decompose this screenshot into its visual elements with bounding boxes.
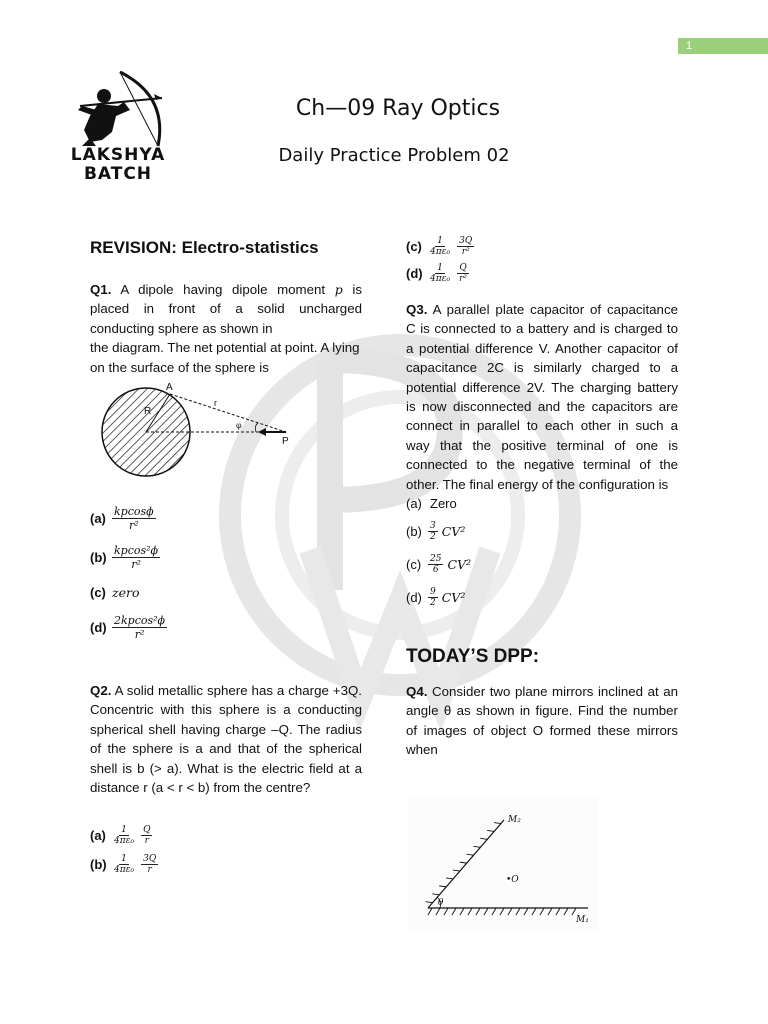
figure-label-phi: φ xyxy=(236,421,242,430)
figure-label-o: •O xyxy=(506,875,519,885)
option-label: (c) xyxy=(90,585,106,601)
option-denominator: r² xyxy=(128,519,139,533)
q1-sphere-diagram xyxy=(96,380,318,484)
left-column xyxy=(90,236,362,875)
q2-text xyxy=(90,681,362,797)
figure-label-p: P xyxy=(282,436,289,447)
q3-option-a[interactable] xyxy=(406,496,678,511)
q3-body: A parallel plate capacitor of capacitance C is connected to a battery and is charged to a potential difference V. Another capacitor of capacitance 2C is similarly charged to a potential difference 2V. The charging battery is now disconnected and the capacitors are connect in parallel to each other in such a way that the positive terminal of one is connected to the negative terminal of the other. The final energy of the configuration is xyxy=(406,302,678,492)
option-denominator: 2 xyxy=(430,532,436,543)
document-subtitle: Daily Practice Problem 02 xyxy=(278,145,510,166)
q2-option-a[interactable] xyxy=(90,825,362,846)
q3-text xyxy=(406,300,678,494)
todays-dpp-heading: TODAY’S DPP: xyxy=(406,646,540,668)
option-numerator: 1 xyxy=(437,263,443,273)
q4-number: Q4. xyxy=(406,684,428,700)
option-text: Zero xyxy=(430,496,457,512)
q2-option-b[interactable] xyxy=(90,854,362,875)
option-denominator: 2 xyxy=(430,598,436,609)
option-denominator: 4πε₀ xyxy=(430,247,451,257)
figure-label-m1: M₁ xyxy=(576,915,589,925)
option-tail: CV² xyxy=(441,590,466,606)
q3-option-d[interactable] xyxy=(406,587,678,608)
option-numerator: 9 xyxy=(430,587,436,598)
option-denominator: 4πε₀ xyxy=(114,836,135,847)
option-tail: CV² xyxy=(447,557,472,573)
option-denominator: r² xyxy=(459,274,468,284)
figure-label-theta: θ xyxy=(438,898,444,908)
option-denominator: r² xyxy=(131,558,141,572)
option-label: (a) xyxy=(90,828,106,844)
q1-number: Q1. xyxy=(90,282,112,297)
q1-text-b: is placed in front of a solid uncharged conducting sphere as shown in xyxy=(90,282,362,336)
q2-number: Q2. xyxy=(90,683,112,699)
q1-option-d[interactable] xyxy=(90,614,362,641)
revision-heading: REVISION: Electro-statistics xyxy=(90,238,319,257)
q1-text xyxy=(90,280,362,338)
option-label: (a) xyxy=(90,511,106,527)
q1-text-cont: the diagram. The net potential at point. A lying on the surface of the sphere is xyxy=(90,340,360,375)
q2-option-d[interactable] xyxy=(406,263,678,284)
document-title: Ch—09 Ray Optics xyxy=(295,96,501,121)
q2-option-c[interactable] xyxy=(406,236,678,257)
q1-option-a[interactable] xyxy=(90,505,362,532)
option-numerator: 25 xyxy=(430,554,442,565)
q3-option-b[interactable] xyxy=(406,521,678,542)
q4-text xyxy=(406,682,678,760)
page-number: 1 xyxy=(678,38,768,54)
figure-label-a: A xyxy=(166,382,173,393)
q3-option-c[interactable] xyxy=(406,554,678,575)
q2-body: A solid metallic sphere has a charge +3Q. Concentric with this sphere is a conducting spherical shell having charge –Q. The radius of the sphere is a and that of the spherical shell is b (> a). What is the electric field at a distance r (a < r < b) from the centre? xyxy=(90,683,362,796)
option-denominator: 6 xyxy=(432,565,439,576)
option-label: (b) xyxy=(406,524,422,540)
option-label: (c) xyxy=(406,239,422,254)
option-label: (d) xyxy=(406,590,422,606)
option-numerator: Q xyxy=(459,263,467,273)
option-numerator: 3Q xyxy=(143,854,157,865)
figure-label-m2: M₂ xyxy=(508,815,521,825)
option-denominator: 4πε₀ xyxy=(430,274,451,284)
option-numerator: Q xyxy=(143,825,151,836)
logo-line-1: LAKSHYA xyxy=(70,145,166,165)
option-label: (d) xyxy=(90,620,107,636)
option-text: zero xyxy=(112,585,140,601)
q4-body: Consider two plane mirrors inclined at an angle θ as shown in figure. Find the number of images of object O formed these mirrors when xyxy=(406,684,678,758)
logo-line-2: BATCH xyxy=(83,164,153,184)
option-numerator: 1 xyxy=(121,854,127,865)
option-numerator: kpcos²ϕ xyxy=(114,544,159,558)
figure-label-r-cap: R xyxy=(144,406,152,417)
option-denominator: 4πε₀ xyxy=(114,865,135,876)
option-numerator: kpcosϕ xyxy=(114,505,154,519)
q3-number: Q3. xyxy=(406,302,428,317)
q1-option-b[interactable] xyxy=(90,544,362,571)
option-numerator: 1 xyxy=(437,236,443,246)
q1-var-p: p xyxy=(334,282,343,297)
option-denominator: r² xyxy=(134,628,145,642)
option-numerator: 3Q xyxy=(459,236,473,246)
q1-option-c[interactable] xyxy=(90,585,362,600)
q4-mirrors-diagram xyxy=(408,798,598,932)
option-label: (d) xyxy=(406,266,423,281)
option-label: (a) xyxy=(406,496,422,512)
option-numerator: 2kpcos²ϕ xyxy=(114,614,166,628)
option-numerator: 3 xyxy=(430,521,436,532)
option-tail: CV² xyxy=(441,524,466,540)
right-column xyxy=(406,236,678,760)
option-label: (b) xyxy=(90,550,107,566)
figure-label-r: r xyxy=(214,398,217,408)
option-denominator: r xyxy=(147,865,152,876)
option-label: (c) xyxy=(406,557,422,573)
option-numerator: 1 xyxy=(121,825,127,836)
option-label: (b) xyxy=(90,857,107,873)
option-denominator: r² xyxy=(461,247,470,257)
option-denominator: r xyxy=(144,836,149,847)
q1-text-a: A dipole having dipole moment xyxy=(120,282,335,297)
